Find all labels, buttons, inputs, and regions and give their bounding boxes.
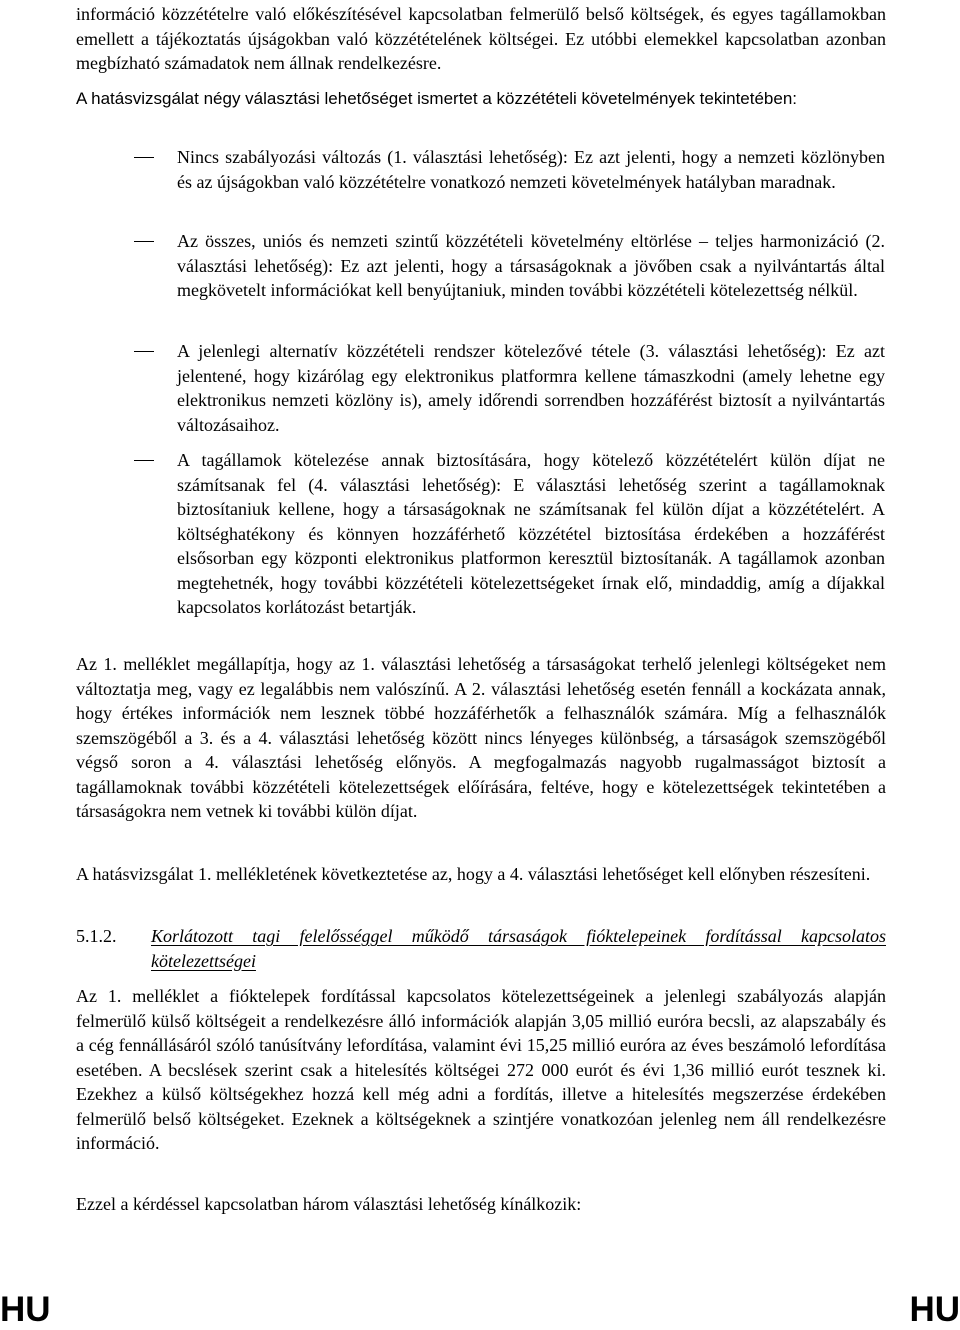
footer-language-code-left: HU [0, 1290, 51, 1329]
list-item-text: A tagállamok kötelezése annak biztosítására, hogy kötelező közzétételért külön díjat ne számítsanak fel (4. választási lehetőség): E választási lehetőség szerint a tagállamoknak biztosítaniuk kellene, hogy a társaságoknak ne számítsanak fel külön díjat a közzétételért. A költséghatékony és könnyen hozzáférhető közzététel biztosítása érdekében a hozzáférést elsősorban egy központi elektronikus platformon keresztül biztosítanák. A tagállamok azonban megtehetnék, hogy további közzétételi kötelezettségeket írnak elő, mindaddig, amíg a díjakkal kapcsolatos korlátozást betartják. [177, 450, 885, 617]
footer-language-code-right: HU [909, 1290, 960, 1329]
list-item-text: Az összes, uniós és nemzeti szintű közzétételi követelmény eltörlése – teljes harmonizáció (2. választási lehetőség): Ez azt jelenti, hogy a társaságoknak a jövőben csak a nyilvántartás által megkövetelt információkat kell benyújtaniuk, minden további közzétételi kötelezettség nélkül. [177, 231, 885, 300]
dash-bullet [134, 351, 154, 352]
list-item-option-4 [177, 448, 885, 620]
section-title: Korlátozott tagi felelősséggel működő társaságok fióktelepeinek fordítással kapcsolatos kötelezettségei [151, 926, 886, 971]
paragraph-intro-continued: információ közzétételre való előkészítésével kapcsolatban felmerülő belső költségek, és egyes tagállamokban emellett a tájékoztatás újságokban való közzétételének költségei. Ez utóbbi elemekkel kapcsolatban azonban megbízható számadatok nem állnak rendelkezésre. [76, 4, 886, 73]
paragraph-translation-costs: Az 1. melléklet a fióktelepek fordítással kapcsolatos kötelezettségeinek a jelenlegi szabályozás alapján felmerülő külső költségeit a rendelkezésre álló információk alapján 3,05 millió euróra becsli, az alapszabály és a cég fennállásáról szóló tanúsítvány lefordítása, valamint évi 15,25 millió euróra az éves beszámoló lefordítása esetében. A becslések szerint csak a hitelesítés költségei 272 000 eurót és évi 1,36 millió eurót tesznek ki. Ezekhez a külső költségekhez hozzá kell még adni a fordítás, illetve a hitelesítés megszerzése érdekében felmerülő belső költségeket. Ezeknek a költségeknek a szintjére vonatkozóan jelenleg nem áll rendelkezésre információ. [76, 986, 886, 1153]
dash-bullet [134, 460, 154, 461]
section-number: 5.1.2. [76, 926, 117, 946]
paragraph-options-lead: Ezzel a kérdéssel kapcsolatban három választási lehetőség kínálkozik: [76, 1194, 582, 1214]
section-heading [76, 924, 886, 973]
list-item-option-1 [177, 145, 885, 194]
list-item-text: A jelenlegi alternatív közzétételi rendszer kötelezővé tétele (3. választási lehetőség): Ez azt jelentené, hogy kizárólag egy elektronikus platformra kellene támaszkodni (amely lehetne egy elektronikus nemzeti közlöny is), amely időrendi sorrendben hozzáférést biztosít a nyilvántartás változásaihoz. [177, 341, 885, 435]
list-item-option-2 [177, 229, 885, 303]
list-item-text: Nincs szabályozási változás (1. választási lehetőség): Ez azt jelenti, hogy a nemzeti közlönyben és az újságokban való közzétételre vonatkozó nemzeti követelmények hatályban maradnak. [177, 147, 885, 192]
paragraph-conclusion: A hatásvizsgálat 1. mellékletének következtetése az, hogy a 4. választási lehetőséget kell előnyben részesíteni. [76, 864, 871, 884]
dash-bullet [134, 157, 154, 158]
dash-bullet [134, 241, 154, 242]
paragraph-options-intro: A hatásvizsgálat négy választási lehetőséget ismertet a közzétételi követelmények tekintetében: [76, 89, 798, 108]
paragraph-annex-findings: Az 1. melléklet megállapítja, hogy az 1. választási lehetőség a társaságokat terhelő jelenlegi költségeket nem változtatja meg, vagy ez legalábbis nem valószínű. A 2. választási lehetőség esetén fennáll a kockázata annak, hogy értékes információk nem lesznek többé hozzáférhetők a felhasználók számára. Míg a felhasználók szemszögéből a 3. és a 4. választási lehetőség között nincs lényeges különbség, a társaságok szemszögéből végső soron a 4. választási lehetőség előnyös. A megfogalmazás nagyobb rugalmasságot biztosít a tagállamoknak további közzétételi kötelezettségek előírására, feltéve, hogy e kötelezettségek tekintetében a társaságokra nem vetnek ki további külön díjat. [76, 654, 886, 821]
list-item-option-3 [177, 339, 885, 437]
